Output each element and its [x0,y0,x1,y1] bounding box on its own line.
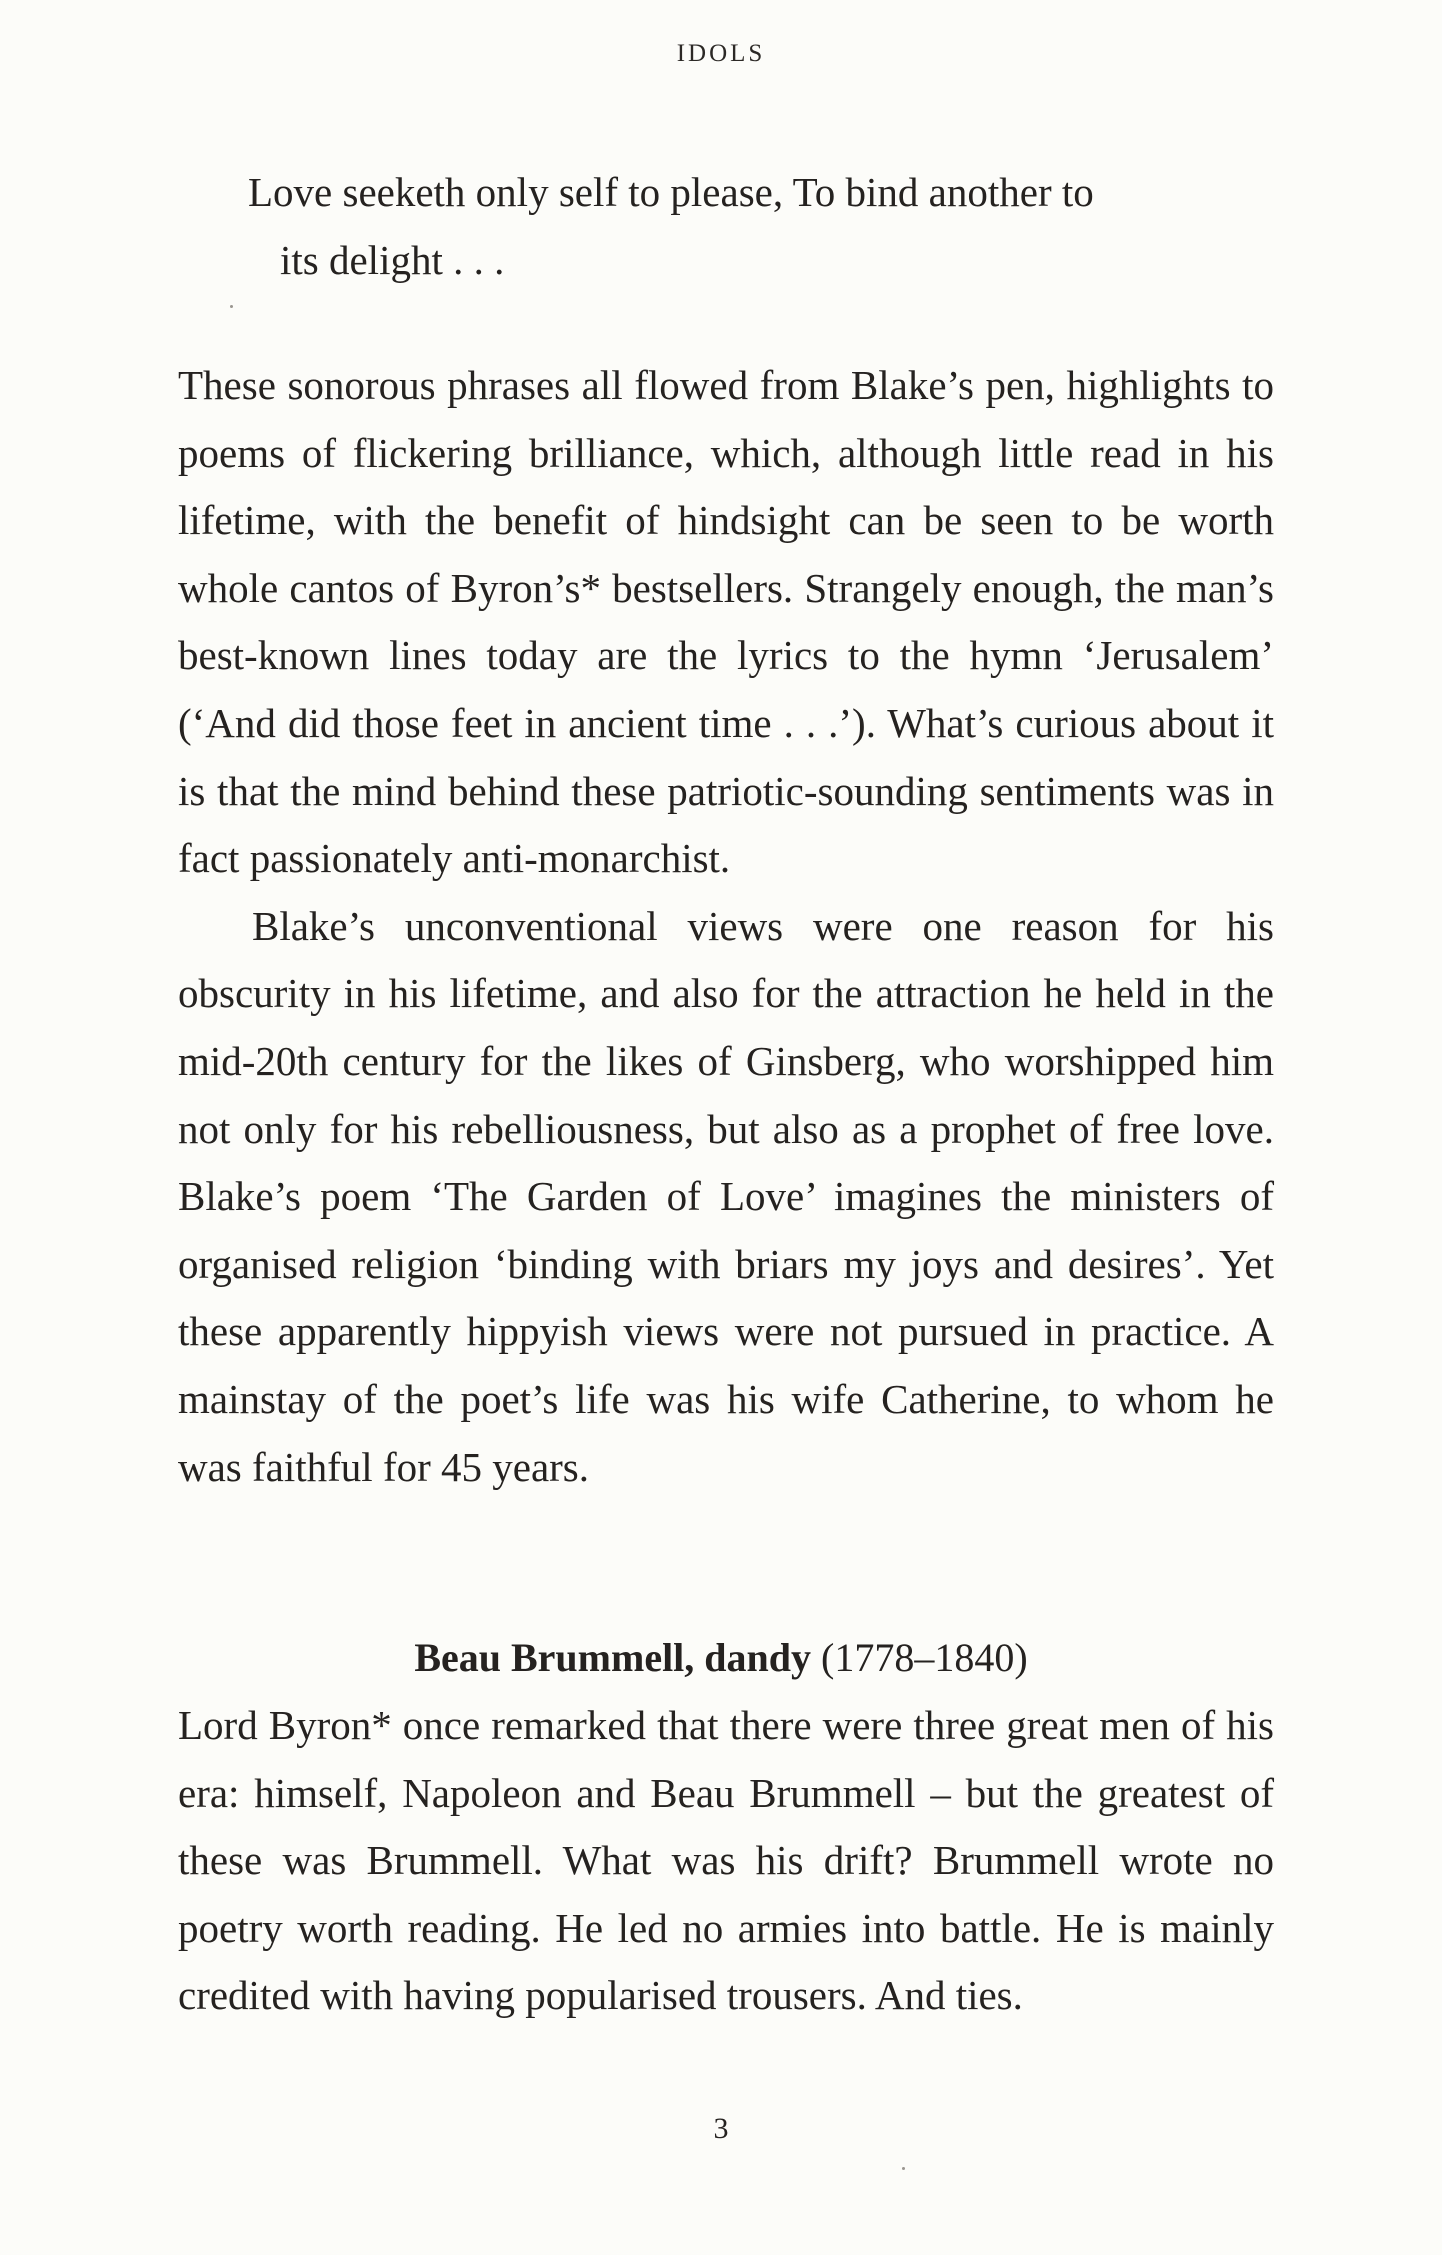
page-number: 3 [713,2112,729,2145]
verse-quotation [248,158,1268,294]
section-heading-title: Beau Brummell, dandy [414,1635,812,1680]
verse-line-1: Love seeketh only self to please, To bind another to [248,169,1094,215]
paper-speck [902,2167,905,2170]
brummell-section-text [178,1692,1274,2030]
paragraph: Lord Byron* once remarked that there were three great men of his era: himself, Napoleon and Beau Brummell – but the greatest of these was Brummell. What was his drift? Brummell wrote no poetry worth reading. He led no armies into battle. He is mainly credited with having popularised trousers. And ties. [178,1702,1274,2019]
paper-speck [230,305,233,308]
blake-section-text [178,352,1274,1501]
running-head: IDOLS [676,40,766,67]
paragraph: These sonorous phrases all flowed from Blake’s pen, highlights to poems of flickering brilliance, which, although little read in his lifetime, with the benefit of hindsight can be seen to be worth whole cantos of Byron’s* bestsellers. Strangely enough, the man’s best-known lines today are the lyrics to the hymn ‘Jerusalem’ (‘And did those feet in ancient time . . .’). What’s curious about it is that the mind behind these patriotic-sounding sentiments was in fact passionately anti-monarchist. [178,362,1274,882]
section-heading [0,1628,1442,1688]
verse-line-2: its delight . . . [280,237,505,283]
paragraph: Blake’s unconventional views were one reason for his obscurity in his lifetime, and also for the attraction he held in the mid-20th century for the likes of Ginsberg, who worshipped him not only for his rebelliousness, but also as a prophet of free love. Blake’s poem ‘The Garden of Love’ imagines the ministers of organised religion ‘binding with briars my joys and desires’. Yet these apparently hippyish views were not pursued in practice. A mainstay of the poet’s life was his wife Catherine, to whom he was faithful for 45 years. [178,902,1274,1490]
section-heading-dates: (1778–1840) [821,1635,1028,1680]
